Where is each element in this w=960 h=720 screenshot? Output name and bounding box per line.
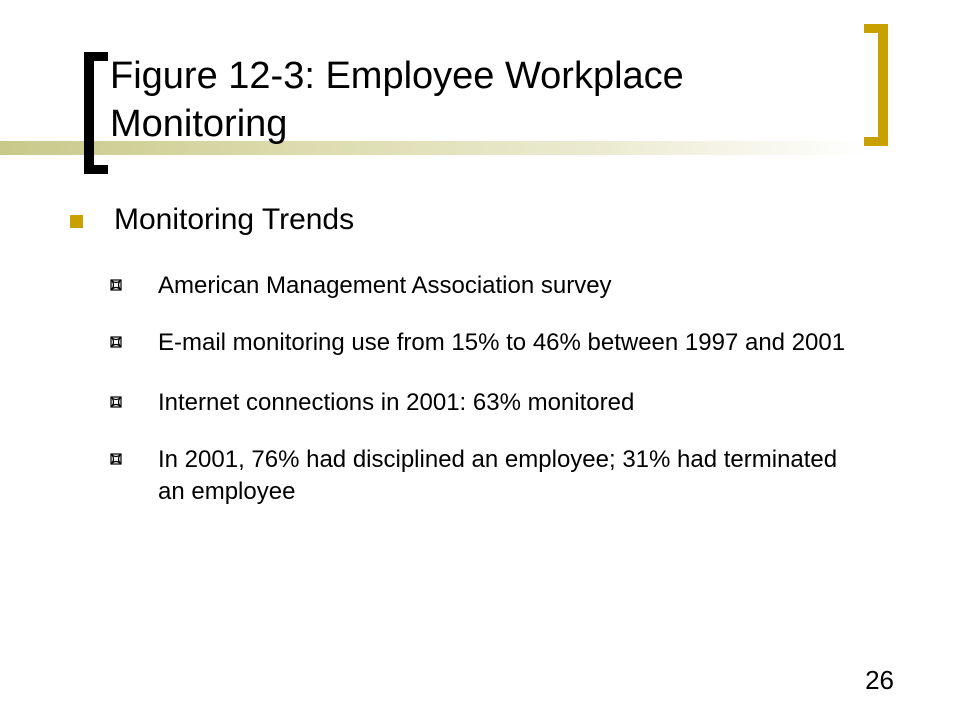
hollow-diamond-bullet-icon (110, 279, 122, 291)
list-item-text: E-mail monitoring use from 15% to 46% between 1997 and 2001 (158, 329, 846, 356)
hollow-diamond-bullet-icon (110, 396, 122, 408)
left-bracket-icon (84, 52, 108, 174)
list-item-text: Internet connections in 2001: 63% monitored (158, 389, 635, 416)
list-item-text: In 2001, 76% had disciplined an employee; 31% had terminated an employee (158, 446, 838, 505)
hollow-diamond-bullet-icon (110, 336, 122, 348)
page-number: 26 (865, 665, 894, 695)
square-bullet-icon (70, 215, 83, 228)
list-item (110, 444, 870, 508)
list-item (110, 270, 870, 302)
list-item-text: American Management Association survey (158, 272, 612, 299)
slide-title: Figure 12-3: Employee Workplace Monitoring (110, 55, 684, 145)
list-item (110, 327, 870, 359)
list-item (110, 387, 870, 419)
section-heading: Monitoring Trends (114, 203, 355, 236)
right-bracket-icon (864, 24, 888, 146)
hollow-diamond-bullet-icon (110, 453, 122, 465)
sub-bullet-list (110, 270, 870, 536)
